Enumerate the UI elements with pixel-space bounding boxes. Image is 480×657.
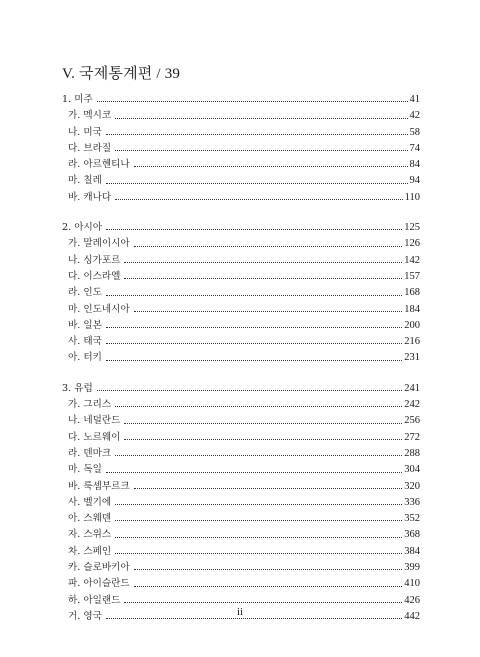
toc-entry[interactable]: [62, 141, 420, 157]
entry-page: 157: [404, 270, 420, 282]
entry-label: 가. 그리스: [68, 399, 112, 411]
toc-entry[interactable]: [62, 560, 420, 576]
toc-entry[interactable]: [62, 430, 420, 446]
toc-entry[interactable]: [62, 302, 420, 318]
entry-label: 1. 미주: [62, 94, 93, 105]
entry-page: 200: [404, 319, 420, 331]
entry-label: 아. 스웨덴: [68, 513, 112, 525]
entry-label: 바. 캐나다: [68, 191, 112, 203]
entry-label: 마. 독일: [68, 464, 102, 476]
entry-label: 가. 멕시코: [68, 110, 112, 122]
entry-page: 256: [404, 415, 420, 427]
toc-sections: [62, 92, 420, 639]
dot-leader: [124, 261, 402, 263]
toc-entry[interactable]: [62, 253, 420, 269]
entry-label: 바. 일본: [68, 319, 102, 331]
toc-entry[interactable]: [62, 334, 420, 350]
entry-page: 442: [404, 610, 420, 622]
entry-page: 399: [404, 562, 420, 574]
toc-entry[interactable]: [62, 511, 420, 527]
toc-entry[interactable]: [62, 479, 420, 495]
toc-entry[interactable]: [62, 285, 420, 301]
toc-entry[interactable]: [62, 236, 420, 252]
entry-page: 94: [409, 175, 420, 187]
entry-page: 368: [404, 529, 420, 541]
dot-leader: [106, 471, 402, 473]
page-number: ii: [236, 606, 244, 618]
entry-page: 125: [404, 222, 420, 234]
entry-label: 마. 인도네시아: [68, 303, 130, 315]
entry-label: 다. 이스라엘: [68, 270, 121, 282]
entry-page: 42: [409, 110, 420, 122]
entry-page: 216: [404, 336, 420, 348]
toc-entry[interactable]: [62, 269, 420, 285]
entry-label: 사. 태국: [68, 336, 102, 348]
toc-entry[interactable]: [62, 495, 420, 511]
toc-entry[interactable]: [62, 576, 420, 592]
dot-leader: [134, 310, 403, 312]
dot-leader: [124, 422, 402, 424]
entry-page: 231: [404, 352, 420, 364]
dot-leader: [106, 326, 402, 328]
toc-entry[interactable]: [62, 462, 420, 478]
dot-leader: [106, 228, 402, 230]
entry-label: 다. 노르웨이: [68, 431, 121, 443]
dot-leader: [115, 503, 402, 505]
dot-leader: [97, 100, 408, 102]
dot-leader: [124, 438, 402, 440]
toc-entry-section[interactable]: [62, 381, 420, 397]
dot-leader: [115, 198, 402, 200]
dot-leader: [115, 454, 402, 456]
dot-leader: [134, 487, 403, 489]
entry-page: 384: [404, 545, 420, 557]
entry-label: 라. 덴마크: [68, 447, 112, 459]
entry-label: 가. 말레이시아: [68, 238, 130, 250]
dot-leader: [106, 359, 402, 361]
entry-page: 74: [409, 142, 420, 154]
entry-label: 다. 브라질: [68, 142, 112, 154]
entry-label: 라. 아르헨티나: [68, 159, 130, 171]
toc-entry[interactable]: [62, 173, 420, 189]
dot-leader: [134, 165, 408, 167]
entry-page: 410: [404, 578, 420, 590]
entry-label: 2. 아시아: [62, 222, 103, 234]
toc-entry[interactable]: [62, 544, 420, 560]
dot-leader: [115, 117, 407, 119]
entry-page: 272: [404, 431, 420, 443]
entry-label: 3. 유럽: [62, 382, 93, 394]
dot-leader: [124, 601, 402, 603]
entry-label: 아. 터키: [68, 352, 102, 364]
entry-label: 나. 싱가포르: [68, 254, 121, 266]
toc-entry[interactable]: [62, 108, 420, 124]
entry-page: 288: [404, 447, 420, 459]
entry-label: 나. 미국: [68, 126, 102, 138]
entry-page: 320: [404, 480, 420, 492]
dot-leader: [134, 568, 403, 570]
dot-leader: [97, 389, 403, 391]
entry-page: 168: [404, 287, 420, 299]
entry-page: 58: [409, 126, 420, 138]
toc-entry[interactable]: [62, 157, 420, 173]
entry-page: 241: [404, 382, 420, 394]
dot-leader: [106, 294, 402, 296]
entry-label: 자. 스위스: [68, 529, 112, 541]
dot-leader: [106, 342, 402, 344]
entry-page: 142: [404, 254, 420, 266]
entry-label: 마. 칠레: [68, 175, 102, 187]
toc-entry[interactable]: [62, 318, 420, 334]
entry-label: 바. 룩셈부르크: [68, 480, 130, 492]
entry-label: 파. 아이슬란드: [68, 578, 130, 590]
dot-leader: [124, 277, 402, 279]
toc-entry[interactable]: [62, 397, 420, 413]
entry-label: 하. 아일랜드: [68, 594, 121, 606]
dot-leader: [106, 133, 408, 135]
dot-leader: [134, 245, 403, 247]
toc-entry[interactable]: [62, 413, 420, 429]
dot-leader: [115, 405, 402, 407]
entry-page: 426: [404, 594, 420, 606]
entry-page: 41: [409, 94, 420, 105]
entry-label: 사. 벨기에: [68, 496, 112, 508]
toc-entry[interactable]: [62, 125, 420, 141]
entry-label: 거. 영국: [68, 610, 102, 622]
dot-leader: [115, 149, 407, 151]
toc-section-americas: [62, 92, 420, 206]
entry-page: 126: [404, 238, 420, 250]
toc-entry-section[interactable]: [62, 220, 420, 236]
entry-label: 차. 스페인: [68, 545, 112, 557]
page-title: V. 국제통계편 / 39: [62, 66, 181, 82]
entry-page: 304: [404, 464, 420, 476]
entry-page: 242: [404, 399, 420, 411]
toc-entry[interactable]: [62, 190, 420, 206]
entry-label: 카. 슬로바키아: [68, 562, 130, 574]
dot-leader: [134, 585, 403, 587]
entry-label: 나. 네덜란드: [68, 415, 121, 427]
toc-entry[interactable]: [62, 446, 420, 462]
entry-page: 184: [404, 303, 420, 315]
entry-page: 352: [404, 513, 420, 525]
dot-leader: [106, 182, 408, 184]
toc-entry[interactable]: [62, 350, 420, 366]
entry-page: 336: [404, 496, 420, 508]
toc-entry[interactable]: [62, 527, 420, 543]
dot-leader: [115, 536, 402, 538]
toc-section-asia: [62, 220, 420, 367]
dot-leader: [115, 519, 402, 521]
toc-section-europe: [62, 381, 420, 625]
dot-leader: [115, 552, 402, 554]
toc-entry-section[interactable]: [62, 92, 420, 108]
entry-page: 110: [404, 191, 420, 203]
entry-label: 라. 인도: [68, 287, 102, 299]
entry-page: 84: [409, 159, 420, 171]
